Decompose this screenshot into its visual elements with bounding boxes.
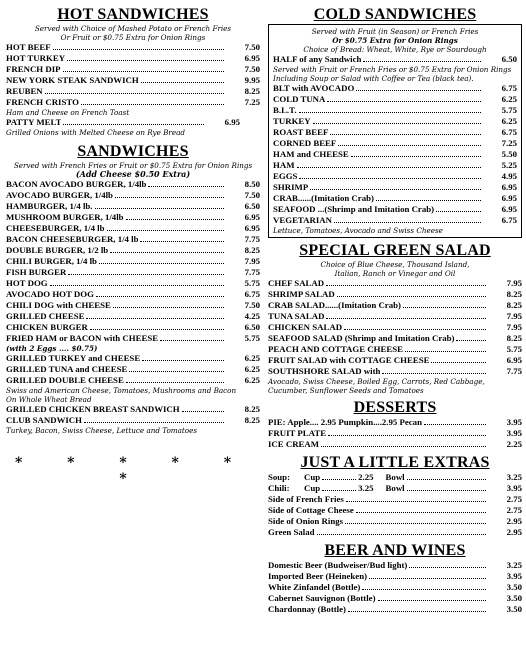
item-name: BACON CHEESEBURGER, 1/4 lb	[6, 234, 139, 244]
chili-cup-label: Cup	[304, 483, 321, 493]
southshore-note-1: Avocado, Swiss Cheese, Boiled Egg, Carrots, Red Cabbage,	[268, 377, 485, 386]
hot-subtitle-2: Or Fruit or $0.75 Extra for Onion Rings	[60, 33, 206, 42]
half-note-2: Including Soup or Salad with Coffee or Tea (black tea).	[273, 74, 474, 83]
item-name: GRILLED DOUBLE CHEESE	[6, 375, 124, 385]
item-name: HAMBURGER, 1/4 lb.	[6, 201, 93, 211]
item-name: CHICKEN BURGER	[6, 322, 88, 332]
item-price: 7.25	[501, 138, 517, 148]
soup-bowl-label: Bowl	[385, 472, 405, 482]
salad-items	[268, 278, 522, 377]
item-name: COLD TUNA	[273, 94, 326, 104]
item-name: Imported Beer (Heineken)	[268, 571, 368, 581]
item-price: 6.25	[501, 116, 517, 126]
menu-item	[268, 494, 522, 505]
item-name: AVOCADO HOT DOG	[6, 289, 94, 299]
item-price: 7.75	[244, 267, 260, 277]
item-price: 2.75	[506, 505, 522, 515]
soup-cup-label: Cup	[304, 472, 321, 482]
item-name: GRILLED TURKEY and CHEESE	[6, 353, 141, 363]
item-name: GRILLED CHICKEN BREAST SANDWICH	[6, 404, 180, 414]
menu-item	[268, 428, 522, 439]
item-price: 3.95	[506, 428, 522, 438]
salad-subtitle-2: Italian, Ranch or Vinegar and Oil	[334, 269, 456, 278]
item-price: 7.50	[244, 64, 260, 74]
item-name: CHEESEBURGER, 1/4 lb	[6, 223, 105, 233]
sand-subtitle-1: Served with French Fries or Fruit or $0.75 Extra for Onion Rings	[13, 161, 253, 170]
item-name: FRIED HAM or BACON with CHEESE	[6, 333, 159, 343]
item-name: ROAST BEEF	[273, 127, 329, 137]
item-name: CHILI BURGER, 1/4 lb	[6, 256, 97, 266]
menu-item	[6, 300, 260, 311]
hot-items	[6, 42, 260, 108]
item-price: 6.25	[244, 353, 260, 363]
item-name: B.L.T.	[273, 105, 297, 115]
soup-row	[268, 472, 522, 483]
item-name: HOT TURKEY	[6, 53, 66, 63]
item-price: 6.25	[244, 364, 260, 374]
item-price: 7.50	[244, 300, 260, 310]
menu-item	[6, 364, 260, 375]
item-name: PATTY MELT	[6, 117, 62, 127]
menu-item	[268, 582, 522, 593]
menu-item	[273, 204, 517, 215]
menu-item	[268, 560, 522, 571]
item-name: HOT DOG	[6, 278, 48, 288]
menu-item	[273, 94, 517, 105]
item-price: 8.25	[244, 415, 260, 425]
item-name: GRILLED TUNA and CHEESE	[6, 364, 128, 374]
item-name: MUSHROOM BURGER, 1/4lb	[6, 212, 124, 222]
menu-item	[6, 375, 260, 386]
beer-items	[268, 560, 522, 615]
menu-item	[268, 300, 522, 311]
menu-item	[273, 149, 517, 160]
item-name: SEAFOOD SALAD (Shrimp and Imitation Crab)	[268, 333, 455, 343]
extras-title: JUST A LITTLE EXTRAS	[300, 454, 490, 471]
item-price: 5.75	[244, 333, 260, 343]
menu-item	[268, 278, 522, 289]
menu-item	[268, 516, 522, 527]
menu-item	[6, 322, 260, 333]
cold-subtitle-3: Choice of Bread: Wheat, White, Rye or Sourdough	[303, 45, 487, 54]
menu-item	[273, 215, 517, 226]
vegetarian-note: Lettuce, Tomatoes, Avocado and Swiss Cheese	[273, 226, 443, 235]
item-price: 3.95	[506, 417, 522, 427]
item-name: SHRIMP SALAD	[268, 289, 335, 299]
menu-item-patty-melt	[6, 117, 240, 128]
double-note-2: On Whole Wheat Bread	[6, 395, 92, 404]
sand-items-2	[6, 353, 260, 386]
item-price: 7.25	[244, 97, 260, 107]
item-price: 5.25	[501, 160, 517, 170]
item-price: 6.95	[506, 355, 522, 365]
soup-bowl-price: 3.25	[506, 472, 522, 482]
item-price: 6.95	[501, 193, 517, 203]
item-name: CHILI DOG with CHEESE	[6, 300, 111, 310]
item-price: 3.50	[506, 582, 522, 592]
item-price: 3.50	[506, 593, 522, 603]
item-price: 2.95	[506, 516, 522, 526]
item-price: 6.95	[501, 182, 517, 192]
item-name: HAM and CHEESE	[273, 149, 349, 159]
menu-item	[268, 417, 522, 428]
menu-item	[273, 83, 517, 94]
item-name: BACON AVOCADO BURGER, 1/4lb	[6, 179, 147, 189]
menu-item	[268, 333, 522, 344]
dessert-items	[268, 417, 522, 450]
item-price: 6.50	[244, 322, 260, 332]
item-name: BLT with AVOCADO	[273, 83, 355, 93]
item-price: 6.95	[501, 204, 517, 214]
item-price: 8.25	[244, 245, 260, 255]
chili-cup-price: 3.25	[358, 483, 374, 493]
item-price: 6.95	[244, 223, 260, 233]
menu-item	[6, 256, 260, 267]
item-price: 6.95	[244, 212, 260, 222]
item-price: 6.75	[244, 289, 260, 299]
item-name: PEACH AND COTTAGE CHEESE	[268, 344, 403, 354]
item-price: 4.95	[501, 171, 517, 181]
item-price: 8.50	[244, 179, 260, 189]
item-price: 9.95	[244, 75, 260, 85]
item-name: PIE: Apple.... 2.95 Pumpkin....2.95 Pecan	[268, 417, 422, 427]
item-price: 3.95	[506, 571, 522, 581]
menu-item	[6, 404, 260, 415]
menu-item	[6, 333, 260, 344]
item-name: FISH BURGER	[6, 267, 67, 277]
item-name: HAM	[273, 160, 295, 170]
menu-item	[268, 322, 522, 333]
menu-item	[273, 116, 517, 127]
menu-item	[268, 311, 522, 322]
menu-item	[268, 571, 522, 582]
item-name: ICE CREAM	[268, 439, 320, 449]
item-name: VEGETARIAN	[273, 215, 332, 225]
item-name: Side of Cottage Cheese	[268, 505, 354, 515]
item-price: 5.75	[244, 278, 260, 288]
item-name: CHICKEN SALAD	[268, 322, 343, 332]
item-price: 2.75	[506, 494, 522, 504]
item-price: 7.95	[506, 278, 522, 288]
sand-subtitle-2: (Add Cheese $0.50 Extra)	[75, 169, 191, 179]
item-name: AVOCADO BURGER, 1/4lb	[6, 190, 113, 200]
item-price: 5.75	[506, 344, 522, 354]
item-price: 6.50	[501, 54, 517, 64]
soup-label: Soup:	[268, 472, 291, 482]
item-price: 7.75	[244, 234, 260, 244]
item-name: Domestic Beer (Budweiser/Bud light)	[268, 560, 408, 570]
menu-item	[268, 604, 522, 615]
item-name: TUNA SALAD	[268, 311, 325, 321]
menu-item	[273, 138, 517, 149]
item-name: REUBEN	[6, 86, 43, 96]
cold-sandwiches-box	[268, 24, 522, 238]
menu-item	[268, 366, 522, 377]
item-name: FRUIT SALAD with COTTAGE CHEESE	[268, 355, 430, 365]
item-price: 8.25	[244, 86, 260, 96]
menu-item	[6, 86, 260, 97]
item-name: EGGS	[273, 171, 298, 181]
item-price: 6.75	[501, 215, 517, 225]
southshore-note-2: Cucumber, Sunflower Seeds and Tomatoes	[268, 386, 424, 395]
menu-item	[6, 415, 260, 426]
menu-item	[6, 353, 260, 364]
menu-item	[273, 127, 517, 138]
item-price: 6.95	[244, 53, 260, 63]
menu-item	[268, 527, 522, 538]
menu-item	[6, 201, 260, 212]
menu-item	[6, 75, 260, 86]
sand-items	[6, 179, 260, 344]
item-name: NEW YORK STEAK SANDWICH	[6, 75, 139, 85]
item-price: 8.25	[244, 404, 260, 414]
soup-cup-price: 2.25	[358, 472, 374, 482]
item-name: CRAB SALAD......(Imitation Crab)	[268, 300, 401, 310]
item-price: 5.50	[501, 149, 517, 159]
sandwiches-title: SANDWICHES	[77, 143, 189, 160]
item-name: HOT BEEF	[6, 42, 51, 52]
menu-item	[6, 64, 260, 75]
patty-note: Grilled Onions with Melted Cheese on Rye Bread	[6, 128, 185, 137]
menu-item	[268, 505, 522, 516]
item-name: SEAFOOD ...(Shrimp and Imitation Crab)	[273, 204, 435, 214]
item-name: DOUBLE BURGER, 1/2 lb	[6, 245, 109, 255]
menu-item	[6, 234, 260, 245]
beer-and-wines-title: BEER AND WINES	[324, 542, 466, 559]
menu-item	[268, 593, 522, 604]
menu-item	[268, 439, 522, 450]
item-price: 7.50	[244, 42, 260, 52]
item-name: HALF of any Sandwich	[273, 54, 362, 64]
hot-subtitle-1: Served with Choice of Mashed Potato or French Fries	[34, 24, 232, 33]
menu-item	[268, 344, 522, 355]
item-name: Green Salad	[268, 527, 315, 537]
item-name: CLUB SANDWICH	[6, 415, 83, 425]
chili-row	[268, 483, 522, 494]
left-column	[6, 6, 260, 487]
item-name: Side of Onion Rings	[268, 516, 344, 526]
item-price: 7.95	[506, 322, 522, 332]
club-note: Turkey, Bacon, Swiss Cheese, Lettuce and Tomatoes	[6, 426, 198, 435]
item-price: 8.25	[506, 289, 522, 299]
cristo-note: Ham and Cheese on French Toast	[6, 108, 130, 117]
item-name: Side of French Fries	[268, 494, 344, 504]
eggs-note: (with 2 Eggs .... $0.75)	[6, 344, 98, 353]
stars-divider: * * * * * *	[14, 455, 252, 487]
item-price: 8.25	[506, 300, 522, 310]
menu-item	[6, 53, 260, 64]
cold-items	[273, 83, 517, 226]
item-price: 8.25	[506, 333, 522, 343]
cold-sandwiches-title: COLD SANDWICHES	[313, 6, 477, 23]
item-name: FRUIT PLATE	[268, 428, 327, 438]
item-price: 7.50	[244, 190, 260, 200]
special-green-salad-title: SPECIAL GREEN SALAD	[299, 242, 491, 259]
item-name: SOUTHSHORE SALAD with	[268, 366, 381, 376]
menu-item	[273, 193, 517, 204]
item-price: 6.75	[501, 127, 517, 137]
chili-bowl-label: Bowl	[385, 483, 405, 493]
extras-items	[268, 494, 522, 538]
item-name: TURKEY	[273, 116, 311, 126]
menu-item	[6, 267, 260, 278]
item-price: 6.50	[244, 201, 260, 211]
desserts-title: DESSERTS	[353, 399, 437, 416]
menu-item	[6, 97, 260, 108]
item-name: GRILLED CHEESE	[6, 311, 85, 321]
item-price: 2.25	[506, 439, 522, 449]
double-note-1: Swiss and American Cheese, Tomatoes, Mushrooms and Bacon	[6, 386, 237, 395]
item-price: 6.25	[501, 94, 517, 104]
item-name: FRENCH CRISTO	[6, 97, 79, 107]
menu-item	[6, 289, 260, 300]
item-name: CHEF SALAD	[268, 278, 325, 288]
hot-sandwiches-title: HOT SANDWICHES	[57, 6, 209, 23]
menu-item	[273, 171, 517, 182]
item-price: 7.95	[506, 311, 522, 321]
item-name: CRAB......(Imitation Crab)	[273, 193, 374, 203]
item-name: Cabernet Sauvignon (Bottle)	[268, 593, 376, 603]
menu-item	[6, 311, 260, 322]
item-price: 3.50	[506, 604, 522, 614]
menu-item	[6, 190, 260, 201]
item-price: 6.95	[224, 117, 240, 127]
menu-item	[273, 182, 517, 193]
menu-item	[268, 289, 522, 300]
item-price: 3.25	[506, 560, 522, 570]
menu-item	[6, 223, 260, 234]
right-column	[268, 6, 522, 615]
menu-item	[6, 179, 260, 190]
chili-bowl-price: 3.95	[506, 483, 522, 493]
menu-item	[273, 160, 517, 171]
menu-item	[6, 278, 260, 289]
item-price: 5.75	[501, 105, 517, 115]
menu-item	[6, 212, 260, 223]
item-name: SHRIMP	[273, 182, 309, 192]
item-price: 2.95	[506, 527, 522, 537]
menu-item	[6, 42, 260, 53]
item-name: White Zinfandel (Bottle)	[268, 582, 361, 592]
item-price: 4.25	[244, 311, 260, 321]
salad-subtitle-1: Choice of Blue Cheese, Thousand Island,	[320, 260, 470, 269]
menu-item	[6, 245, 260, 256]
item-price: 6.25	[244, 375, 260, 385]
sand-items-3	[6, 404, 260, 426]
item-name: Chardonnay (Bottle)	[268, 604, 346, 614]
menu-item	[273, 105, 517, 116]
cold-subtitle-2: Or $0.75 Extra for Onion Rings	[332, 36, 458, 45]
item-name: CORNED BEEF	[273, 138, 337, 148]
menu-item-half-sandwich	[273, 54, 517, 65]
menu-item	[268, 355, 522, 366]
chili-label: Chili:	[268, 483, 290, 493]
item-name: FRENCH DIP	[6, 64, 61, 74]
item-price: 7.75	[506, 366, 522, 376]
half-note-1: Served with Fruit or French Fries or $0.75 Extra for Onion Rings	[273, 65, 512, 74]
item-price: 7.95	[244, 256, 260, 266]
item-price: 6.75	[501, 83, 517, 93]
cold-subtitle-1: Served with Fruit (in Season) or French Fries	[311, 27, 479, 36]
